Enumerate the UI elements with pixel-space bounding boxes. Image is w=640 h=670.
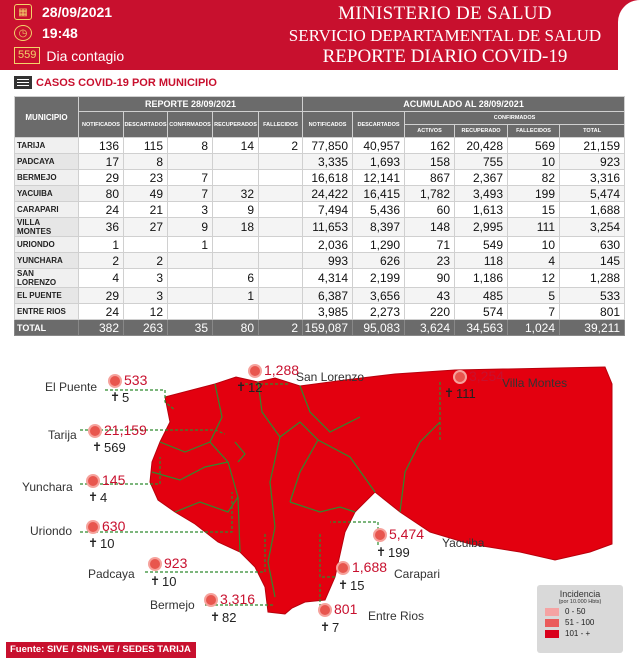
cell-rep-recuperados: 80 (213, 320, 259, 336)
cell-rep-recuperados: 1 (213, 288, 259, 304)
cell-acum-fallecidos: 12 (508, 269, 560, 288)
time-row (14, 25, 78, 41)
cell-rep-notificados: 136 (79, 138, 124, 154)
cell-acum-notificados: 16,618 (303, 170, 353, 186)
place-deaths: 111 (456, 386, 476, 401)
cell-acum-total: 145 (560, 253, 625, 269)
deaths-ribbon-icon: ✝ (376, 545, 387, 559)
cell-rep-descartados: 27 (124, 218, 168, 237)
title-reporte: REPORTE DIARIO COVID-19 (322, 46, 568, 67)
deaths-ribbon-icon: ✝ (110, 390, 121, 404)
row-municipio-name: ENTRE RIOS (15, 304, 79, 320)
cell-rep-confirmados (168, 154, 213, 170)
cell-acum-notificados: 159,087 (303, 320, 353, 336)
place-cases: 801 (334, 601, 358, 617)
cell-rep-recuperados: 18 (213, 218, 259, 237)
cell-acum-total: 3,254 (560, 218, 625, 237)
day-row (14, 47, 124, 64)
cell-acum-recuperado: 574 (455, 304, 508, 320)
legend-item (545, 607, 623, 616)
cell-rep-fallecidos (259, 154, 303, 170)
title-ministerio: MINISTERIO DE SALUD (338, 3, 552, 24)
cell-rep-fallecidos (259, 186, 303, 202)
place-deaths: 569 (104, 440, 126, 455)
cell-acum-total: 630 (560, 237, 625, 253)
cell-rep-confirmados (168, 288, 213, 304)
cell-rep-fallecidos (259, 253, 303, 269)
deaths-ribbon-icon: ✝ (150, 574, 161, 588)
cell-acum-activos: 158 (405, 154, 455, 170)
cell-rep-recuperados (213, 154, 259, 170)
virus-icon (110, 376, 120, 386)
cell-acum-fallecidos: 4 (508, 253, 560, 269)
cell-rep-descartados: 3 (124, 288, 168, 304)
day-number-badge: 559 (14, 47, 40, 64)
place-cases: 1,688 (352, 559, 388, 575)
cell-rep-confirmados (168, 253, 213, 269)
legend-item (545, 629, 623, 638)
col-acum-descartados: DESCARTADOS (353, 112, 405, 138)
cell-acum-fallecidos: 199 (508, 186, 560, 202)
cell-acum-descartados: 5,436 (353, 202, 405, 218)
cell-acum-recuperado: 20,428 (455, 138, 508, 154)
incidence-legend (537, 585, 623, 653)
place-deaths: 4 (100, 490, 108, 505)
cell-acum-activos: 71 (405, 237, 455, 253)
place-name: Yunchara (22, 480, 73, 494)
cell-rep-descartados: 12 (124, 304, 168, 320)
place-deaths: 199 (388, 545, 410, 560)
cell-rep-fallecidos (259, 304, 303, 320)
cell-acum-notificados: 3,985 (303, 304, 353, 320)
cell-rep-recuperados: 6 (213, 269, 259, 288)
cell-rep-recuperados (213, 237, 259, 253)
header-reporte: REPORTE 28/09/2021 (79, 97, 303, 112)
cell-acum-activos: 1,782 (405, 186, 455, 202)
cell-rep-notificados: 80 (79, 186, 124, 202)
cell-acum-descartados: 16,415 (353, 186, 405, 202)
section-title (14, 76, 217, 89)
place-deaths: 12 (248, 380, 263, 395)
cell-acum-notificados: 993 (303, 253, 353, 269)
cell-rep-fallecidos: 2 (259, 320, 303, 336)
cell-acum-total: 1,288 (560, 269, 625, 288)
cell-acum-activos: 43 (405, 288, 455, 304)
row-municipio-name: SAN LORENZO (15, 269, 79, 288)
cell-rep-recuperados (213, 170, 259, 186)
cell-rep-descartados: 8 (124, 154, 168, 170)
cell-acum-fallecidos: 7 (508, 304, 560, 320)
virus-icon (338, 563, 348, 573)
row-municipio-name: URIONDO (15, 237, 79, 253)
cell-acum-fallecidos: 1,024 (508, 320, 560, 336)
virus-icon (206, 595, 216, 605)
place-cases: 145 (102, 472, 126, 488)
virus-icon (250, 366, 260, 376)
cell-rep-confirmados: 7 (168, 170, 213, 186)
col-rep-confirmados: CONFIRMADOS (168, 112, 213, 138)
cell-acum-notificados: 77,850 (303, 138, 353, 154)
table-row (15, 186, 625, 202)
cell-acum-descartados: 3,656 (353, 288, 405, 304)
place-cases: 21,159 (104, 422, 147, 438)
place-name: Entre Rios (368, 609, 425, 623)
legend-subtitle: (por 10.000 Hbts) (558, 599, 602, 605)
section-title-text: CASOS COVID-19 POR MUNICIPIO (36, 76, 217, 89)
clock-icon: ◷ (14, 25, 32, 41)
cell-rep-confirmados: 9 (168, 218, 213, 237)
row-municipio-name: CARAPARI (15, 202, 79, 218)
table-row (15, 202, 625, 218)
cell-acum-fallecidos: 569 (508, 138, 560, 154)
cell-acum-notificados: 24,422 (303, 186, 353, 202)
date-row (14, 4, 112, 20)
cell-rep-notificados: 382 (79, 320, 124, 336)
cell-acum-recuperado: 549 (455, 237, 508, 253)
day-label: Dia contagio (46, 47, 125, 64)
table-row (15, 154, 625, 170)
cell-acum-recuperado: 755 (455, 154, 508, 170)
report-header (0, 0, 640, 70)
cell-rep-descartados (124, 237, 168, 253)
cell-acum-notificados: 6,387 (303, 288, 353, 304)
cell-rep-descartados: 3 (124, 269, 168, 288)
legend-label: 0 - 50 (565, 607, 586, 616)
header-municipio: MUNICIPIO (15, 97, 79, 138)
table-row (15, 138, 625, 154)
cell-acum-descartados: 95,083 (353, 320, 405, 336)
col-acum-notificados: NOTIFICADOS (303, 112, 353, 138)
col-acum-fallecidos: FALLECIDOS (508, 125, 560, 138)
cell-acum-descartados: 626 (353, 253, 405, 269)
row-municipio-name: TARIJA (15, 138, 79, 154)
place-cases: 3,254 (469, 368, 505, 384)
cell-rep-confirmados (168, 269, 213, 288)
row-municipio-name: YACUIBA (15, 186, 79, 202)
virus-icon (88, 522, 98, 532)
cell-rep-fallecidos (259, 288, 303, 304)
table-row (15, 304, 625, 320)
virus-icon (320, 605, 330, 615)
cell-rep-descartados: 263 (124, 320, 168, 336)
deaths-ribbon-icon: ✝ (320, 620, 331, 634)
header-seal (618, 0, 640, 70)
cell-acum-activos: 148 (405, 218, 455, 237)
legend-item (545, 618, 623, 627)
cell-rep-notificados: 29 (79, 288, 124, 304)
col-acum-total: TOTAL (560, 125, 625, 138)
cell-rep-notificados: 4 (79, 269, 124, 288)
cell-acum-activos: 90 (405, 269, 455, 288)
place-cases: 533 (124, 372, 148, 388)
cell-acum-fallecidos: 82 (508, 170, 560, 186)
cell-rep-confirmados: 7 (168, 186, 213, 202)
cell-acum-total: 533 (560, 288, 625, 304)
legend-swatch (545, 608, 559, 616)
calendar-icon: ▦ (14, 4, 32, 20)
cell-acum-total: 3,316 (560, 170, 625, 186)
cell-acum-notificados: 7,494 (303, 202, 353, 218)
row-municipio-name: TOTAL (15, 320, 79, 336)
table-row (15, 288, 625, 304)
place-cases: 630 (102, 518, 126, 534)
cell-acum-total: 39,211 (560, 320, 625, 336)
list-icon (14, 76, 32, 89)
source-footer: Fuente: SIVE / SNIS-VE / SEDES TARIJA (6, 642, 196, 658)
cell-acum-descartados: 2,199 (353, 269, 405, 288)
legend-swatch (545, 619, 559, 627)
place-name: Villa Montes (502, 376, 568, 390)
cell-acum-recuperado: 118 (455, 253, 508, 269)
cell-acum-descartados: 1,290 (353, 237, 405, 253)
table-row (15, 253, 625, 269)
virus-icon (88, 476, 98, 486)
cell-rep-fallecidos (259, 237, 303, 253)
place-name: Bermejo (150, 598, 195, 612)
place-name: El Puente (45, 380, 98, 394)
legend-title: Incidencia (559, 589, 601, 599)
virus-icon (90, 426, 100, 436)
row-municipio-name: PADCAYA (15, 154, 79, 170)
cell-acum-notificados: 3,335 (303, 154, 353, 170)
cell-acum-total: 1,688 (560, 202, 625, 218)
cell-acum-fallecidos: 10 (508, 237, 560, 253)
cell-acum-recuperado: 3,493 (455, 186, 508, 202)
title-servicio: SERVICIO DEPARTAMENTAL DE SALUD (288, 26, 602, 45)
cell-rep-fallecidos (259, 170, 303, 186)
virus-icon (150, 559, 160, 569)
place-deaths: 7 (332, 620, 340, 635)
place-deaths: 15 (350, 578, 365, 593)
place-cases: 3,316 (220, 591, 256, 607)
cell-rep-notificados: 1 (79, 237, 124, 253)
cell-rep-descartados: 23 (124, 170, 168, 186)
col-rep-notificados: NOTIFICADOS (79, 112, 124, 138)
place-cases: 5,474 (389, 526, 425, 542)
table-row (15, 170, 625, 186)
cell-acum-activos: 3,624 (405, 320, 455, 336)
row-municipio-name: YUNCHARA (15, 253, 79, 269)
cell-rep-notificados: 24 (79, 202, 124, 218)
deaths-ribbon-icon: ✝ (88, 536, 99, 550)
place-name: Padcaya (88, 567, 135, 581)
place-cases: 1,288 (264, 362, 300, 378)
cell-acum-recuperado: 1,186 (455, 269, 508, 288)
cell-acum-recuperado: 1,613 (455, 202, 508, 218)
cell-rep-confirmados (168, 304, 213, 320)
col-acum-activos: ACTIVOS (405, 125, 455, 138)
place-name: Carapari (394, 567, 441, 581)
cell-acum-descartados: 8,397 (353, 218, 405, 237)
place-name: Yacuiba (442, 536, 485, 550)
place-deaths: 5 (122, 390, 130, 405)
cell-acum-notificados: 2,036 (303, 237, 353, 253)
cell-acum-recuperado: 2,367 (455, 170, 508, 186)
cell-rep-confirmados: 1 (168, 237, 213, 253)
cell-rep-descartados: 115 (124, 138, 168, 154)
legend-items (537, 607, 623, 638)
cell-rep-confirmados: 8 (168, 138, 213, 154)
legend-label: 101 - + (565, 629, 591, 638)
col-rep-descartados: DESCARTADOS (124, 112, 168, 138)
cell-rep-recuperados (213, 253, 259, 269)
place-name: Uriondo (30, 524, 73, 538)
cell-rep-notificados: 17 (79, 154, 124, 170)
cell-acum-total: 923 (560, 154, 625, 170)
cell-acum-notificados: 11,653 (303, 218, 353, 237)
table-row (15, 237, 625, 253)
row-municipio-name: BERMEJO (15, 170, 79, 186)
deaths-ribbon-icon: ✝ (92, 440, 103, 454)
cell-acum-fallecidos: 10 (508, 154, 560, 170)
cell-rep-confirmados: 3 (168, 202, 213, 218)
cell-acum-notificados: 4,314 (303, 269, 353, 288)
deaths-ribbon-icon: ✝ (210, 610, 221, 624)
deaths-ribbon-icon: ✝ (444, 386, 455, 400)
cell-acum-total: 21,159 (560, 138, 625, 154)
cell-rep-recuperados: 14 (213, 138, 259, 154)
report-date: 28/09/2021 (42, 4, 113, 20)
cell-rep-descartados: 21 (124, 202, 168, 218)
cell-rep-recuperados: 9 (213, 202, 259, 218)
cell-rep-descartados: 49 (124, 186, 168, 202)
cell-rep-notificados: 29 (79, 170, 124, 186)
virus-icon (455, 372, 465, 382)
cell-acum-fallecidos: 111 (508, 218, 560, 237)
place-name: San Lorenzo (296, 370, 365, 384)
cell-acum-recuperado: 485 (455, 288, 508, 304)
header-confirmados: CONFIRMADOS (405, 112, 625, 125)
cell-rep-recuperados: 32 (213, 186, 259, 202)
row-municipio-name: EL PUENTE (15, 288, 79, 304)
deaths-ribbon-icon: ✝ (236, 380, 247, 394)
cell-acum-activos: 220 (405, 304, 455, 320)
place-deaths: 10 (162, 574, 177, 589)
place-cases: 923 (164, 555, 188, 571)
header-acumulado: ACUMULADO AL 28/09/2021 (303, 97, 625, 112)
cell-acum-descartados: 2,273 (353, 304, 405, 320)
cell-acum-activos: 162 (405, 138, 455, 154)
cell-acum-descartados: 12,141 (353, 170, 405, 186)
row-municipio-name: VILLA MONTES (15, 218, 79, 237)
cell-acum-activos: 867 (405, 170, 455, 186)
deaths-ribbon-icon: ✝ (88, 490, 99, 504)
cell-acum-activos: 60 (405, 202, 455, 218)
legend-swatch (545, 630, 559, 638)
report-time: 19:48 (42, 25, 78, 41)
place-deaths: 82 (222, 610, 237, 625)
cell-rep-fallecidos (259, 202, 303, 218)
cell-rep-recuperados (213, 304, 259, 320)
cell-acum-fallecidos: 5 (508, 288, 560, 304)
cell-rep-fallecidos: 2 (259, 138, 303, 154)
cell-acum-fallecidos: 15 (508, 202, 560, 218)
cell-rep-notificados: 36 (79, 218, 124, 237)
legend-label: 51 - 100 (565, 618, 595, 627)
col-acum-recuperado: RECUPERADO (455, 125, 508, 138)
virus-icon (375, 530, 385, 540)
table-row (15, 218, 625, 237)
cell-rep-confirmados: 35 (168, 320, 213, 336)
cell-rep-descartados: 2 (124, 253, 168, 269)
cell-rep-notificados: 2 (79, 253, 124, 269)
cell-acum-recuperado: 2,995 (455, 218, 508, 237)
cell-rep-notificados: 24 (79, 304, 124, 320)
municipio-table (14, 96, 625, 336)
table-row (15, 269, 625, 288)
cell-acum-activos: 23 (405, 253, 455, 269)
cell-rep-fallecidos (259, 269, 303, 288)
cell-acum-total: 801 (560, 304, 625, 320)
col-rep-fallecidos: FALLECIDOS (259, 112, 303, 138)
cell-acum-total: 5,474 (560, 186, 625, 202)
col-rep-recuperados: RECUPERADOS (213, 112, 259, 138)
header-titles (270, 3, 620, 68)
deaths-ribbon-icon: ✝ (338, 578, 349, 592)
place-deaths: 10 (100, 536, 115, 551)
total-row (15, 320, 625, 336)
cell-acum-descartados: 40,957 (353, 138, 405, 154)
place-name: Tarija (48, 428, 77, 442)
cell-rep-fallecidos (259, 218, 303, 237)
cell-acum-descartados: 1,693 (353, 154, 405, 170)
cell-acum-recuperado: 34,563 (455, 320, 508, 336)
